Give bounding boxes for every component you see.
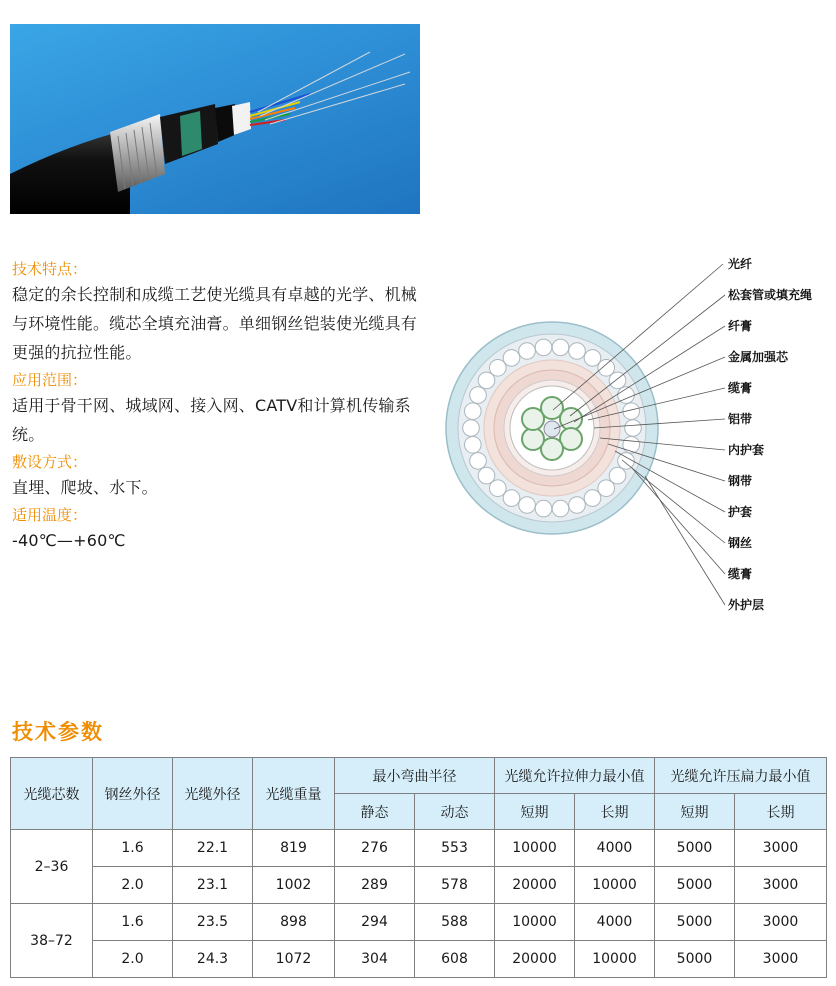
application-body: 适用于骨干网、城域网、接入网、CATV和计算机传输系统。 <box>12 396 411 444</box>
tech-features-body: 稳定的余长控制和成缆工艺使光缆具有卓越的光学、机械与环境性能。缆芯全填充油膏。单细钢丝铠装使光缆具有更强的抗拉性能。 <box>12 285 418 362</box>
laying-body: 直埋、爬坡、水下。 <box>12 478 158 497</box>
steel-wire <box>503 350 520 367</box>
table-cell: 3000 <box>735 830 827 867</box>
steel-wire <box>535 339 552 356</box>
table-cell: 4000 <box>575 904 655 941</box>
application-title: 应用范围： <box>12 371 88 389</box>
table-cell: 1002 <box>253 867 335 904</box>
table-cell: 294 <box>335 904 415 941</box>
label-strength-member: 金属加强芯 <box>728 350 789 364</box>
label-aluminum-tape: 铝带 <box>728 412 753 426</box>
label-steel-tape: 钢带 <box>728 474 753 488</box>
table-row <box>11 867 827 904</box>
table-cell: 5000 <box>655 830 735 867</box>
table-cell: 578 <box>415 867 495 904</box>
temperature-body: -40℃—+60℃ <box>12 531 126 550</box>
table-cell: 819 <box>253 830 335 867</box>
table-cell: 20000 <box>495 867 575 904</box>
table-cell: 2.0 <box>93 867 173 904</box>
steel-wire <box>519 343 536 360</box>
tech-features-title: 技术特点： <box>12 260 88 278</box>
table-cell: 2.0 <box>93 941 173 978</box>
table-cell: 1.6 <box>93 830 173 867</box>
steel-wire <box>465 403 482 420</box>
table-cell: 10000 <box>495 830 575 867</box>
params-title: 技术参数 <box>12 719 104 744</box>
steel-wire <box>519 497 536 514</box>
header-bend-radius: 最小弯曲半径 <box>335 758 495 794</box>
steel-wire <box>584 350 601 367</box>
steel-wire <box>465 437 482 454</box>
header-tensile-long: 长期 <box>575 794 655 830</box>
steel-wire <box>470 387 487 404</box>
label-fiber-gel: 纤膏 <box>728 319 753 333</box>
label-inner-sheath: 内护套 <box>728 443 765 457</box>
steel-wire <box>470 453 487 470</box>
cell-cores: 38–72 <box>11 904 93 978</box>
table-cell: 304 <box>335 941 415 978</box>
steel-wire <box>569 497 586 514</box>
table-cell: 10000 <box>575 941 655 978</box>
table-row <box>11 904 827 941</box>
cell-cores: 2–36 <box>11 830 93 904</box>
laying-title: 敷设方式： <box>12 453 88 471</box>
steel-wire <box>490 360 507 377</box>
table-cell: 23.5 <box>173 904 253 941</box>
header-tensile: 光缆允许拉伸力最小值 <box>495 758 655 794</box>
table-cell: 608 <box>415 941 495 978</box>
table-cell: 23.1 <box>173 867 253 904</box>
steel-wire <box>503 490 520 507</box>
steel-wire <box>598 480 615 497</box>
table-cell: 1.6 <box>93 904 173 941</box>
features-section <box>12 258 432 557</box>
header-weight: 光缆重量 <box>253 758 335 830</box>
cable-photo <box>10 24 420 214</box>
steel-wire <box>625 420 642 437</box>
steel-wire <box>463 420 480 437</box>
header-cable-od: 光缆外径 <box>173 758 253 830</box>
table-cell: 553 <box>415 830 495 867</box>
table-cell: 3000 <box>735 904 827 941</box>
table-row <box>11 830 827 867</box>
table-cell: 3000 <box>735 941 827 978</box>
cross-section-diagram <box>440 248 836 618</box>
steel-wire <box>552 500 569 517</box>
header-wire-od: 钢丝外径 <box>93 758 173 830</box>
header-crush-long: 长期 <box>735 794 827 830</box>
table-cell: 22.1 <box>173 830 253 867</box>
table-row <box>11 941 827 978</box>
temperature-title: 适用温度： <box>12 506 88 524</box>
table-cell: 24.3 <box>173 941 253 978</box>
table-cell: 20000 <box>495 941 575 978</box>
table-cell: 3000 <box>735 867 827 904</box>
table-cell: 1072 <box>253 941 335 978</box>
label-fiber: 光纤 <box>728 257 753 271</box>
table-cell: 5000 <box>655 904 735 941</box>
header-static: 静态 <box>335 794 415 830</box>
table-cell: 5000 <box>655 941 735 978</box>
spec-table <box>10 757 827 978</box>
steel-wire <box>584 490 601 507</box>
header-crush: 光缆允许压扁力最小值 <box>655 758 827 794</box>
table-cell: 898 <box>253 904 335 941</box>
steel-wire <box>552 339 569 356</box>
steel-wire <box>535 500 552 517</box>
steel-wire <box>569 343 586 360</box>
table-cell: 289 <box>335 867 415 904</box>
table-cell: 5000 <box>655 867 735 904</box>
label-outer-jacket: 外护层 <box>728 598 765 612</box>
label-loose-tube: 松套管或填充绳 <box>728 288 813 302</box>
table-cell: 588 <box>415 904 495 941</box>
label-cable-gel-2: 缆膏 <box>728 567 753 581</box>
header-tensile-short: 短期 <box>495 794 575 830</box>
steel-wire <box>618 453 635 470</box>
table-cell: 4000 <box>575 830 655 867</box>
table-cell: 10000 <box>495 904 575 941</box>
table-cell: 10000 <box>575 867 655 904</box>
steel-wire <box>623 437 640 454</box>
header-crush-short: 短期 <box>655 794 735 830</box>
header-dynamic: 动态 <box>415 794 495 830</box>
label-sheath: 护套 <box>728 505 753 519</box>
label-steel-wire: 钢丝 <box>728 536 753 550</box>
steel-wire <box>478 467 495 484</box>
header-cores: 光缆芯数 <box>11 758 93 830</box>
label-cable-gel: 缆膏 <box>728 381 753 395</box>
table-cell: 276 <box>335 830 415 867</box>
